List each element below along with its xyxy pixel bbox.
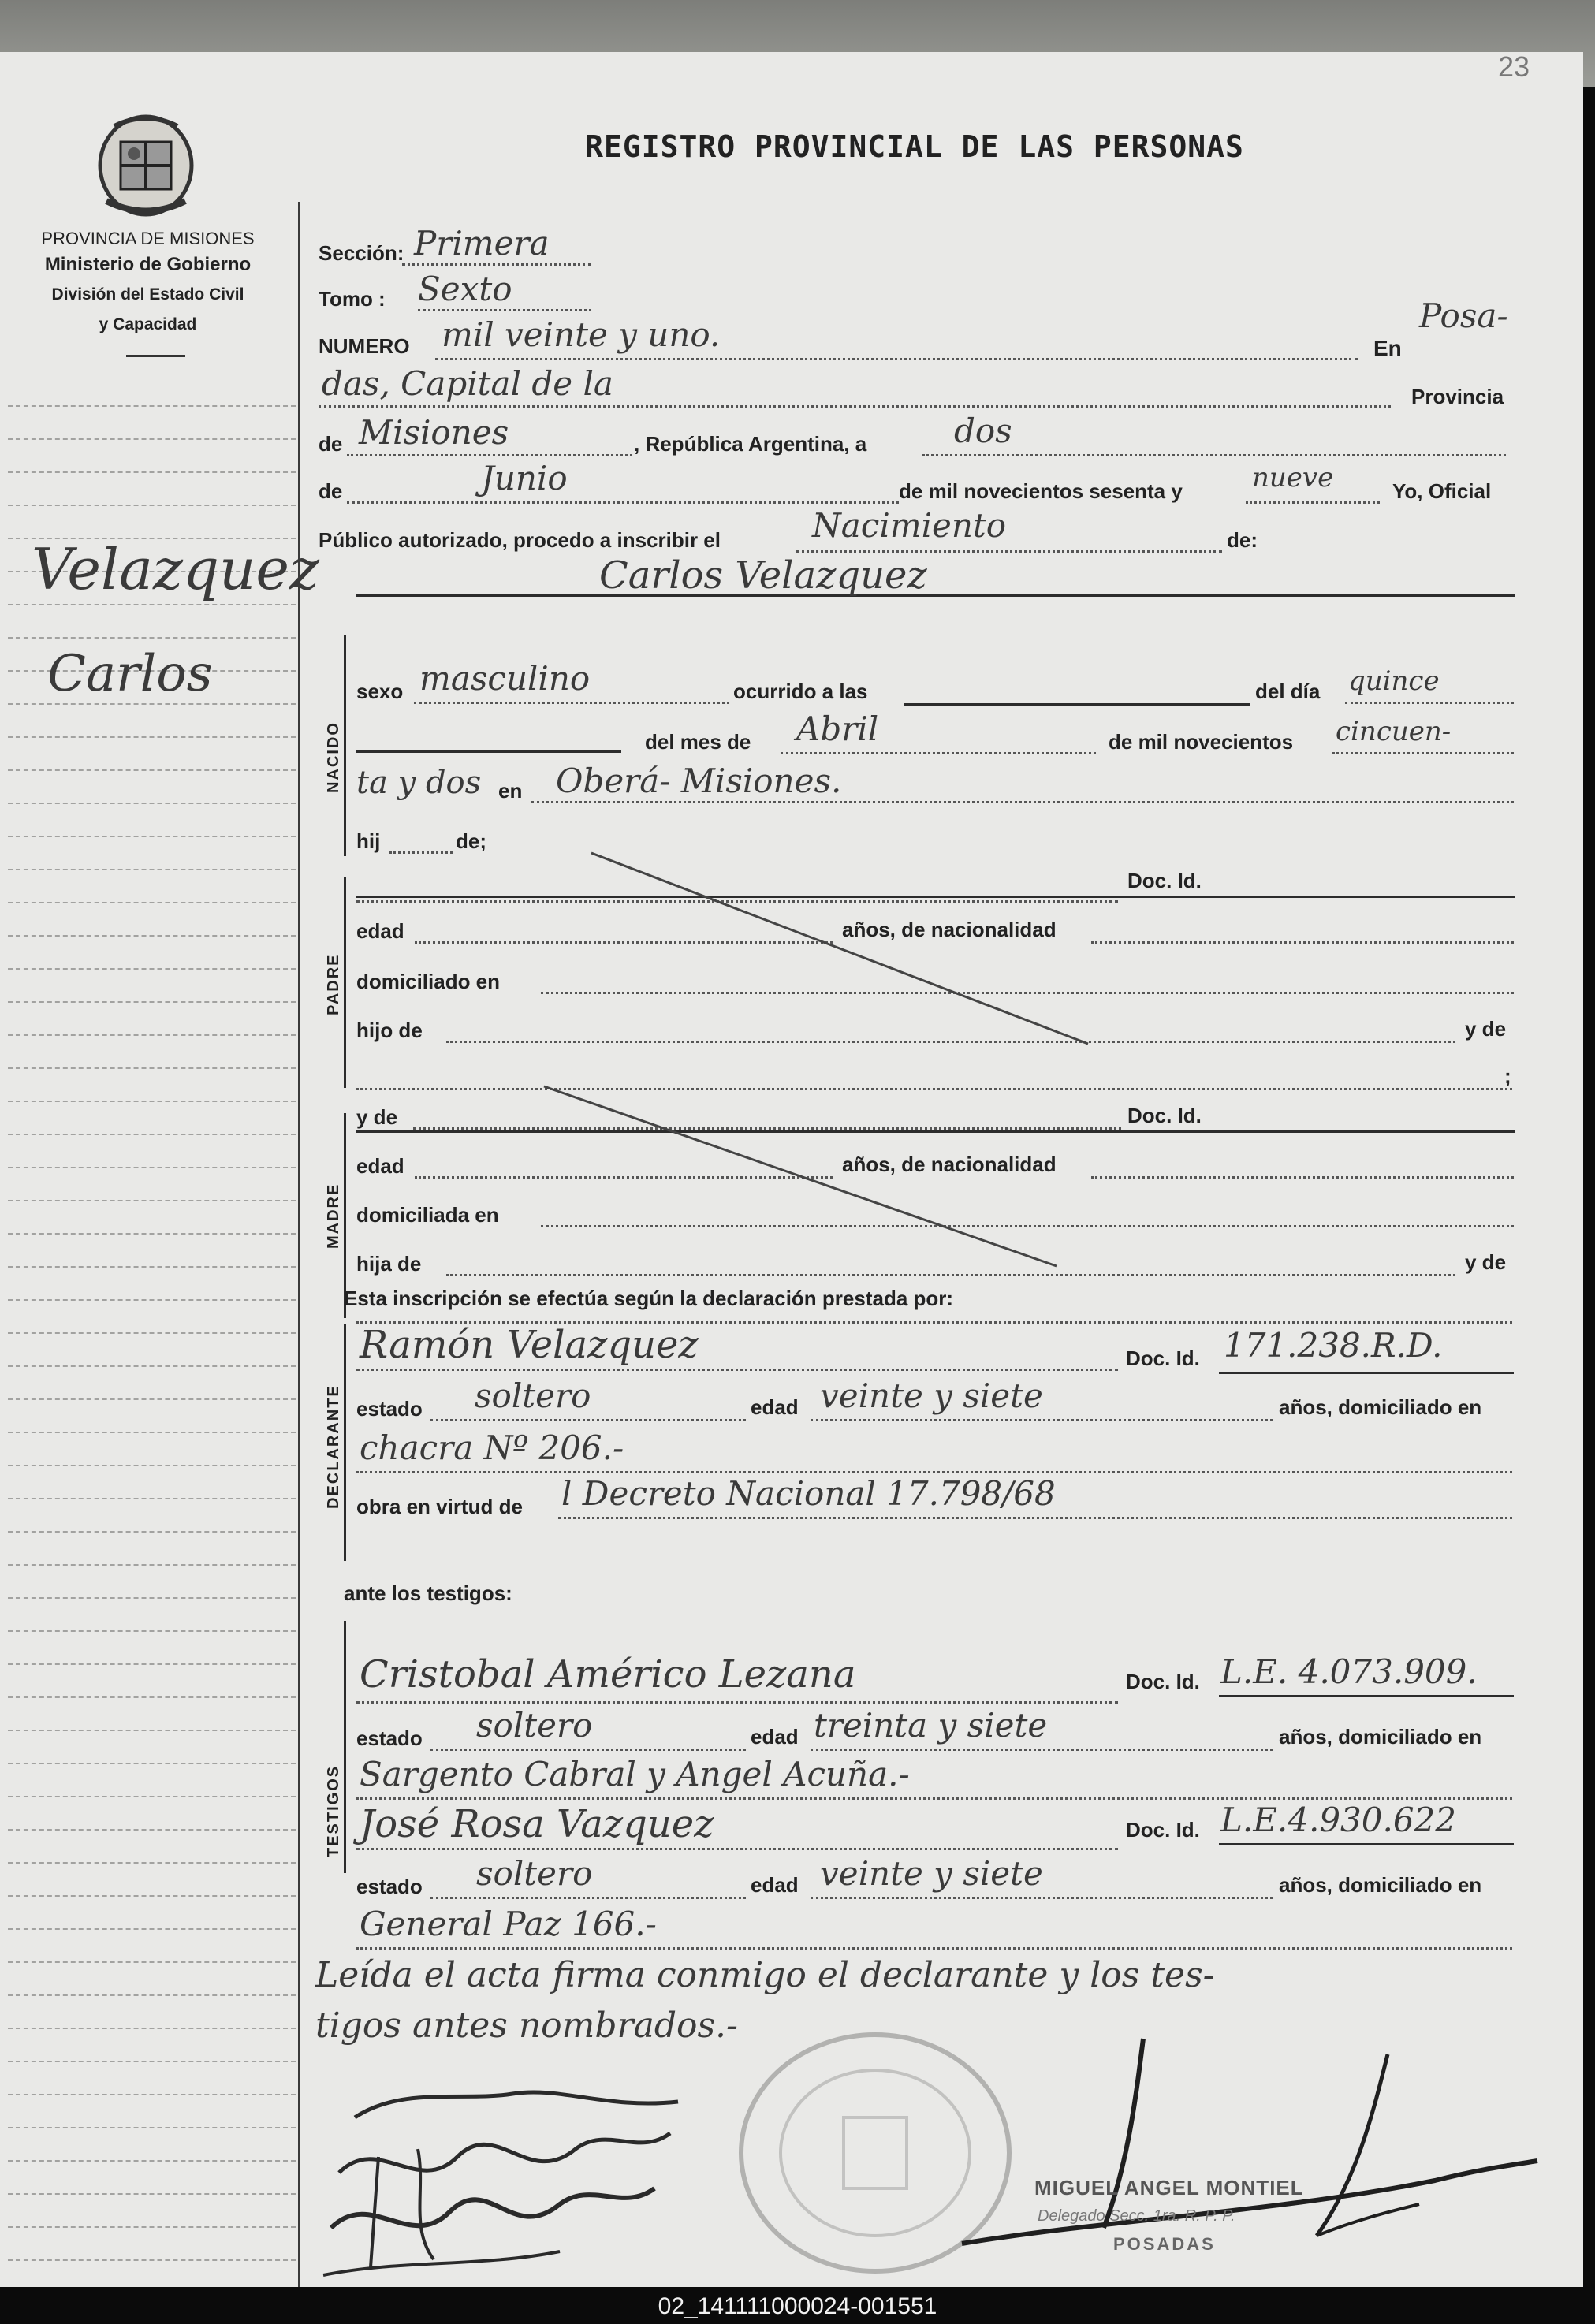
- margin-ruled-line: [8, 1432, 296, 1433]
- value-estado-testigo1: soltero: [476, 1706, 593, 1745]
- margin-ruled-line: [8, 1564, 296, 1566]
- witness-signatures-icon: [307, 2070, 749, 2287]
- line-obra: [558, 1517, 1512, 1519]
- margin-ruled-line: [8, 1498, 296, 1499]
- label-publico: Público autorizado, procedo a inscribir el: [319, 528, 721, 552]
- value-lugar-nac: Oberá- Misiones.: [556, 762, 842, 800]
- stamp-city: POSADAS: [1113, 2234, 1216, 2254]
- value-dom-declarante: chacra Nº 206.-: [360, 1428, 624, 1467]
- margin-ruled-line: [8, 2226, 296, 2228]
- document-page: [0, 52, 1583, 2287]
- label-doc-id-declarante: Doc. Id.: [1126, 1346, 1200, 1370]
- value-dom-testigo1: Sargento Cabral y Angel Acuña.-: [360, 1755, 910, 1793]
- value-estado-declarante: soltero: [475, 1376, 591, 1415]
- label-tomo: Tomo :: [319, 287, 386, 311]
- margin-ruled-line: [8, 1994, 296, 1996]
- line-dom-testigo2: [356, 1947, 1512, 1950]
- margin-surname: Velazquez: [32, 536, 319, 602]
- label-ocurrido: ocurrido a las: [733, 680, 868, 703]
- line-testigo1-nombre: [356, 1701, 1118, 1704]
- margin-ruled-line: [8, 2028, 296, 2029]
- image-caption: 02_141111000024-001551: [0, 2289, 1595, 2324]
- value-dom-testigo2: General Paz 166.-: [360, 1905, 657, 1943]
- label-de-mil-novecientos-2: de mil novecientos: [1109, 730, 1294, 754]
- margin-ruled-line: [8, 1696, 296, 1698]
- margin-ruled-line: [8, 1862, 296, 1864]
- label-estado-testigo1: estado: [356, 1726, 423, 1750]
- label-de-1: de: [319, 432, 343, 456]
- value-declarante-nombre: Ramón Velazquez: [360, 1323, 699, 1367]
- value-estado-testigo2: soltero: [476, 1854, 593, 1893]
- label-en-nac: en: [498, 779, 523, 803]
- label-dom-declarante: años, domiciliado en: [1279, 1395, 1482, 1419]
- margin-ruled-line: [8, 1829, 296, 1831]
- margin-ruled-line: [8, 1928, 296, 1930]
- line-estado-testigo1: [430, 1749, 746, 1751]
- value-edad-declarante: veinte y siete: [820, 1376, 1043, 1415]
- bracket-declarante: [344, 1324, 346, 1561]
- label-provincia: Provincia: [1411, 385, 1504, 408]
- label-doc-id-testigo2: Doc. Id.: [1126, 1818, 1200, 1842]
- label-doc-id-madre: Doc. Id.: [1127, 1104, 1202, 1127]
- stamp-role: Delegado Secc. 1ra. R. P. P.: [1038, 2207, 1235, 2225]
- label-de-2: de: [319, 479, 343, 503]
- label-edad-declarante: edad: [751, 1395, 799, 1419]
- margin-ruled-line: [8, 1730, 296, 1731]
- value-acto: Nacimiento: [812, 506, 1007, 545]
- margin-ruled-line: [8, 1763, 296, 1764]
- label-hija-de: hija de: [356, 1252, 422, 1276]
- value-anio-nac-2: ta y dos: [356, 765, 482, 801]
- document-title: REGISTRO PROVINCIAL DE LAS PERSONAS: [585, 129, 1244, 164]
- line-declarante-nombre: [356, 1369, 1118, 1371]
- label-semicolon: ;: [1504, 1064, 1511, 1088]
- value-anio-nac-1: cincuen-: [1336, 716, 1452, 747]
- label-del-mes: del mes de: [645, 730, 751, 754]
- label-de-mil-novecientos: de mil novecientos sesenta y: [899, 479, 1183, 503]
- value-testigo2-doc: L.E.4.930.622: [1220, 1801, 1457, 1839]
- label-del-dia: del día: [1255, 680, 1321, 703]
- ministry-name: Ministerio de Gobierno: [44, 254, 252, 275]
- bracket-testigos: [344, 1621, 346, 1873]
- label-dom-testigo1: años, domiciliado en: [1279, 1725, 1482, 1749]
- value-edad-testigo1: treinta y siete: [814, 1706, 1048, 1745]
- closing-note-line-2: tigos antes nombrados.-: [315, 2006, 738, 2046]
- label-estado-testigo2: estado: [356, 1875, 423, 1898]
- line-edad-testigo2: [811, 1897, 1273, 1899]
- label-nac-madre: años, de nacionalidad: [842, 1153, 1057, 1176]
- side-label-padre: PADRE: [325, 953, 342, 1015]
- line-edad-testigo1: [811, 1749, 1273, 1751]
- label-y-de-madre: y de: [356, 1105, 398, 1129]
- value-seccion: Primera: [414, 224, 550, 263]
- label-dom-madre: domiciliada en: [356, 1203, 499, 1227]
- label-edad-padre: edad: [356, 919, 404, 943]
- label-edad-testigo1: edad: [751, 1725, 799, 1749]
- label-yo-oficial: Yo, Oficial: [1392, 479, 1492, 503]
- line-dom-declarante: [356, 1471, 1512, 1473]
- side-label-testigos: TESTIGOS: [325, 1764, 342, 1857]
- division-name: División del Estado Civil: [51, 285, 244, 304]
- line-estado-declarante: [430, 1419, 746, 1421]
- value-nombre: Carlos Velazquez: [599, 553, 927, 598]
- value-dia: dos: [954, 412, 1012, 450]
- label-doc-id-testigo1: Doc. Id.: [1126, 1670, 1200, 1693]
- label-y-de-madre-2: y de: [1465, 1250, 1507, 1274]
- label-numero: NUMERO: [319, 334, 410, 358]
- value-obra: l Decreto Nacional 17.798/68: [561, 1474, 1056, 1513]
- margin-ruled-line: [8, 2127, 296, 2128]
- label-esta-inscripcion: Esta inscripción se efectúa según la declaración prestada por:: [344, 1287, 954, 1310]
- label-dom-testigo2: años, domiciliado en: [1279, 1873, 1482, 1897]
- label-de-colon: de:: [1227, 528, 1258, 552]
- label-doc-id-padre: Doc. Id.: [1127, 869, 1202, 892]
- label-dom-padre: domiciliado en: [356, 970, 501, 993]
- line-declarante-doc: [1219, 1372, 1514, 1374]
- label-hij: hij: [356, 829, 381, 853]
- value-declarante-doc: 171.238.R.D.: [1224, 1326, 1443, 1365]
- label-republica: , República Argentina, a: [634, 432, 867, 456]
- label-y-de-padre: y de: [1465, 1017, 1507, 1041]
- label-en: En: [1373, 336, 1402, 360]
- value-testigo1-nombre: Cristobal Américo Lezana: [360, 1652, 856, 1696]
- value-numero: mil veinte y uno.: [442, 315, 721, 354]
- province-name: PROVINCIA DE MISIONES: [41, 229, 255, 248]
- margin-given-name: Carlos: [47, 645, 213, 703]
- margin-ruled-line: [8, 1531, 296, 1533]
- label-sexo: sexo: [356, 680, 404, 703]
- label-estado-declarante: estado: [356, 1397, 423, 1421]
- value-dia-nac: quince: [1348, 665, 1440, 697]
- margin-ruled-line: [8, 1961, 296, 1963]
- strike-lines: [0, 52, 1583, 1392]
- line-testigo1-doc: [1219, 1695, 1514, 1697]
- value-sexo: masculino: [419, 659, 591, 698]
- line-testigo2-nombre: [356, 1848, 1118, 1850]
- value-mes-nac: Abril: [796, 709, 879, 748]
- value-mes: Junio: [481, 459, 568, 497]
- label-edad-testigo2: edad: [751, 1873, 799, 1897]
- label-hijo-de: hijo de: [356, 1019, 423, 1042]
- margin-ruled-line: [8, 1895, 296, 1897]
- official-signature-icon: [946, 2023, 1545, 2275]
- label-nac-padre: años, de nacionalidad: [842, 918, 1057, 941]
- label-ante-testigos: ante los testigos:: [344, 1581, 512, 1605]
- label-de-semi: de;: [456, 829, 486, 853]
- closing-note-line-1: Leída el acta firma conmigo el declarante y los tes-: [315, 1955, 1215, 1995]
- margin-ruled-line: [8, 1796, 296, 1797]
- margin-ruled-line: [8, 2061, 296, 2062]
- stamp-name: MIGUEL ANGEL MONTIEL: [1034, 2176, 1304, 2199]
- margin-ruled-line: [8, 2094, 296, 2095]
- label-edad-madre: edad: [356, 1154, 404, 1178]
- label-seccion: Sección:: [319, 241, 404, 265]
- margin-ruled-line: [8, 1663, 296, 1665]
- line-edad-declarante: [811, 1419, 1273, 1421]
- capacity-name: y Capacidad: [99, 315, 197, 333]
- value-en: Posa-: [1419, 296, 1508, 335]
- line-dom-testigo1: [356, 1797, 1512, 1800]
- value-anio: nueve: [1252, 462, 1334, 493]
- side-label-nacido: NACIDO: [325, 721, 342, 793]
- label-obra: obra en virtud de: [356, 1495, 523, 1518]
- margin-ruled-line: [8, 1597, 296, 1599]
- margin-ruled-line: [8, 2193, 296, 2195]
- value-testigo2-nombre: José Rosa Vazquez: [360, 1802, 714, 1846]
- line-estado-testigo2: [430, 1897, 746, 1899]
- margin-ruled-line: [8, 1465, 296, 1466]
- margin-ruled-line: [8, 1398, 296, 1400]
- side-label-madre: MADRE: [325, 1182, 342, 1249]
- value-provincia: Misiones: [359, 413, 509, 452]
- margin-ruled-line: [8, 2160, 296, 2162]
- value-tomo: Sexto: [418, 270, 512, 308]
- page-number: 23: [1498, 52, 1530, 83]
- margin-ruled-line: [8, 1630, 296, 1632]
- margin-ruled-line: [8, 2259, 296, 2261]
- side-label-declarante: DECLARANTE: [325, 1384, 342, 1509]
- value-ciudad: das, Capital de la: [322, 364, 613, 403]
- value-edad-testigo2: veinte y siete: [820, 1854, 1043, 1893]
- value-testigo1-doc: L.E. 4.073.909.: [1220, 1652, 1478, 1691]
- line-testigo2-doc: [1219, 1843, 1514, 1845]
